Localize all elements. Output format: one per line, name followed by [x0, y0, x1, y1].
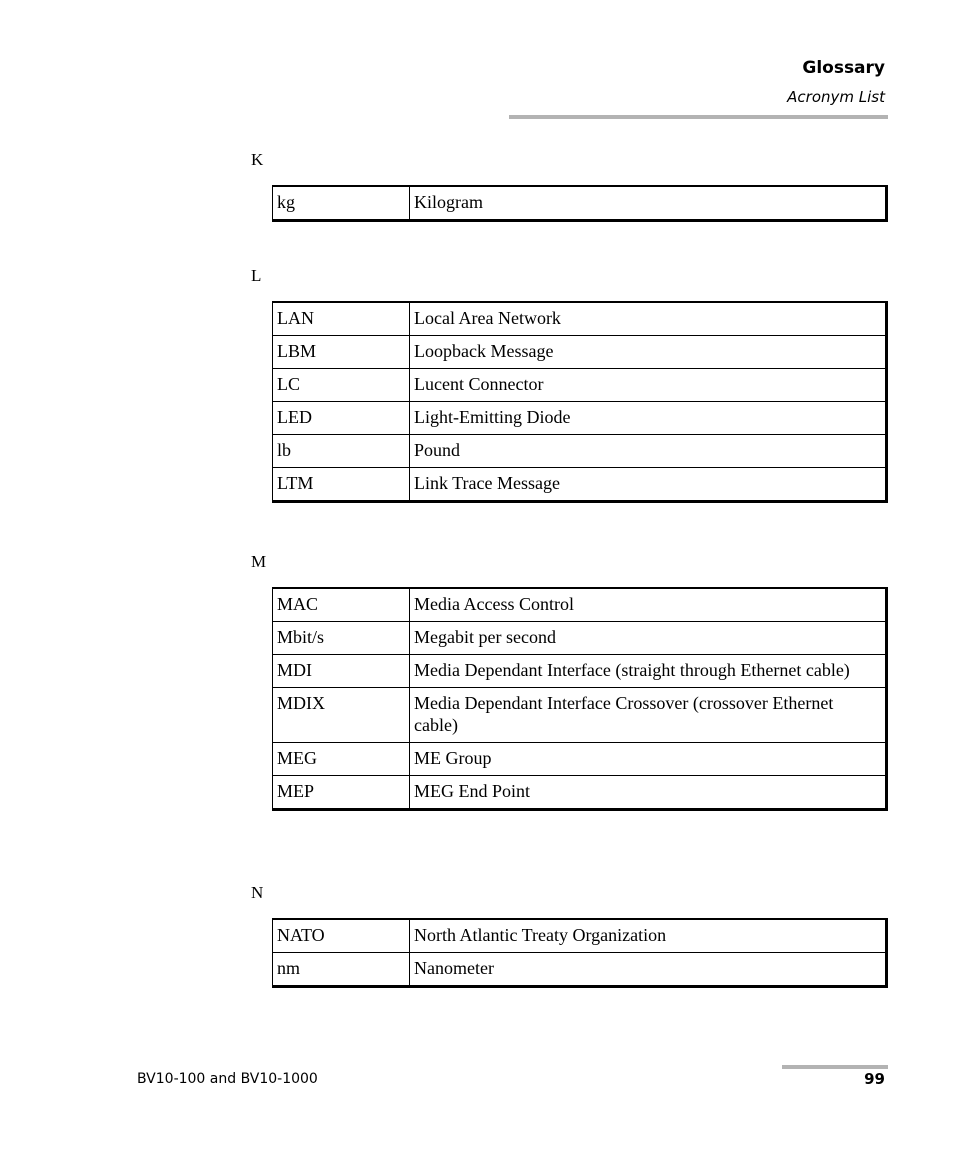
- table-row: [273, 953, 887, 987]
- table-row: [273, 919, 887, 953]
- definition-cell: Media Dependant Interface Crossover (crossover Ethernet cable): [410, 688, 887, 743]
- definition-cell: Pound: [410, 435, 887, 468]
- glossary-section-l: [251, 266, 888, 503]
- page-header-title: Glossary: [802, 58, 885, 78]
- glossary-section-k: [251, 150, 888, 222]
- acronym-cell: Mbit/s: [273, 622, 410, 655]
- definition-cell: Local Area Network: [410, 302, 887, 336]
- definition-cell: Link Trace Message: [410, 468, 887, 502]
- section-letter: L: [251, 266, 262, 285]
- acronym-table: [272, 185, 888, 222]
- acronym-cell: nm: [273, 953, 410, 987]
- table-row: [273, 336, 887, 369]
- glossary-section-m: [251, 552, 888, 811]
- acronym-table: [272, 587, 888, 811]
- definition-cell: Media Access Control: [410, 588, 887, 622]
- definition-cell: Nanometer: [410, 953, 887, 987]
- glossary-section-n: [251, 883, 888, 988]
- footer-rule: [782, 1065, 888, 1069]
- table-row: [273, 776, 887, 810]
- page-number: 99: [864, 1070, 885, 1088]
- definition-cell: Megabit per second: [410, 622, 887, 655]
- definition-cell: Light-Emitting Diode: [410, 402, 887, 435]
- acronym-cell: NATO: [273, 919, 410, 953]
- section-letter: K: [251, 150, 264, 169]
- definition-cell: Loopback Message: [410, 336, 887, 369]
- acronym-cell: MDIX: [273, 688, 410, 743]
- section-letter: N: [251, 883, 264, 902]
- acronym-cell: lb: [273, 435, 410, 468]
- acronym-cell: MEG: [273, 743, 410, 776]
- acronym-cell: LBM: [273, 336, 410, 369]
- header-rule: [509, 115, 888, 119]
- definition-cell: North Atlantic Treaty Organization: [410, 919, 887, 953]
- table-row: [273, 743, 887, 776]
- table-row: [273, 435, 887, 468]
- definition-cell: MEG End Point: [410, 776, 887, 810]
- definition-cell: Lucent Connector: [410, 369, 887, 402]
- acronym-cell: LC: [273, 369, 410, 402]
- acronym-cell: kg: [273, 186, 410, 221]
- section-letter: M: [251, 552, 267, 571]
- definition-cell: ME Group: [410, 743, 887, 776]
- table-row: [273, 369, 887, 402]
- table-row: [273, 402, 887, 435]
- table-row: [273, 186, 887, 221]
- acronym-table: [272, 301, 888, 503]
- table-row: [273, 655, 887, 688]
- page-header-subtitle: Acronym List: [787, 88, 885, 106]
- acronym-table: [272, 918, 888, 988]
- acronym-cell: LED: [273, 402, 410, 435]
- table-row: [273, 588, 887, 622]
- table-row: [273, 468, 887, 502]
- table-row: [273, 622, 887, 655]
- table-row: [273, 688, 887, 743]
- table-row: [273, 302, 887, 336]
- definition-cell: Media Dependant Interface (straight through Ethernet cable): [410, 655, 887, 688]
- acronym-cell: MEP: [273, 776, 410, 810]
- acronym-cell: LTM: [273, 468, 410, 502]
- definition-cell: Kilogram: [410, 186, 887, 221]
- acronym-cell: LAN: [273, 302, 410, 336]
- footer-product-name: BV10-100 and BV10-1000: [137, 1071, 318, 1087]
- acronym-cell: MAC: [273, 588, 410, 622]
- acronym-cell: MDI: [273, 655, 410, 688]
